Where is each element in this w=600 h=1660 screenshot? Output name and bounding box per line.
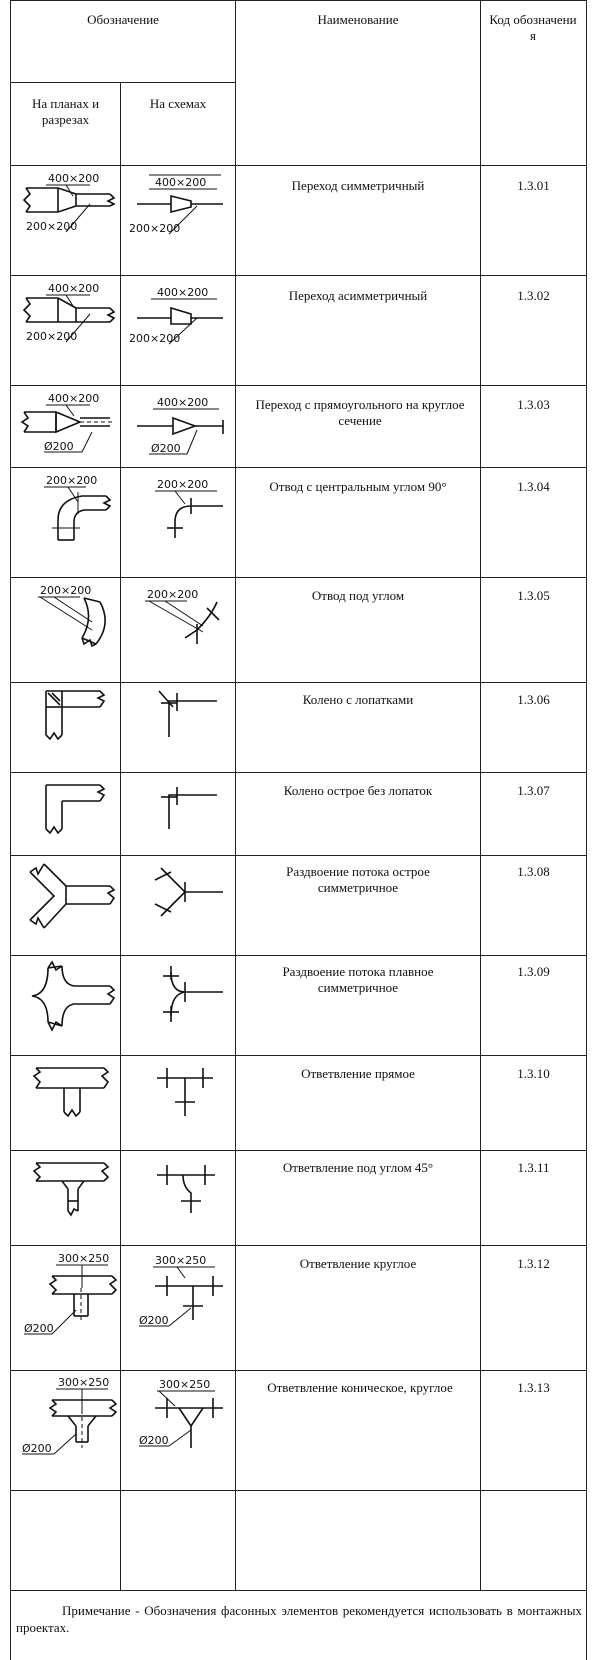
asymmetric-transition-plan-icon — [18, 278, 118, 358]
svg-text:200×200: 200×200 — [46, 474, 98, 487]
row-code: 1.3.03 — [517, 397, 550, 412]
row-name: Переход с прямоугольного на круглое сечение — [255, 397, 465, 428]
row-code: 1.3.12 — [517, 1256, 550, 1271]
header-on-plans: На планах и разрезах — [31, 96, 100, 127]
svg-text:400×200: 400×200 — [48, 282, 100, 295]
row-code: 1.3.05 — [517, 588, 550, 603]
row-divider — [10, 955, 587, 956]
row-code: 1.3.09 — [517, 964, 550, 979]
column-divider — [120, 82, 121, 1590]
row-divider — [10, 577, 587, 578]
row-code: 1.3.10 — [517, 1066, 550, 1081]
svg-text:400×200: 400×200 — [157, 396, 209, 409]
svg-text:300×250: 300×250 — [155, 1254, 207, 1267]
svg-text:300×250: 300×250 — [159, 1378, 211, 1391]
conical-branch-scheme-icon — [125, 1372, 233, 1488]
smooth-split-plan-icon — [18, 958, 118, 1053]
conical-branch-plan-icon — [18, 1372, 118, 1488]
column-divider — [235, 0, 236, 1590]
row-divider — [10, 1245, 587, 1246]
row-name: Колено с лопатками — [302, 692, 414, 707]
row-divider — [10, 467, 587, 468]
table-border-left — [10, 0, 11, 1660]
svg-text:Ø200: Ø200 — [24, 1322, 54, 1335]
row-code: 1.3.06 — [517, 692, 550, 707]
sharp-elbow-plan-icon — [18, 775, 118, 853]
rect-to-round-transition-plan-icon — [18, 388, 118, 466]
svg-text:400×200: 400×200 — [48, 172, 100, 185]
row-divider — [10, 682, 587, 683]
svg-text:200×200: 200×200 — [147, 588, 199, 601]
svg-text:400×200: 400×200 — [157, 286, 209, 299]
row-name: Колено острое без лопаток — [283, 783, 433, 798]
row-name: Отвод с центральным углом 90° — [269, 479, 447, 494]
svg-text:200×200: 200×200 — [26, 330, 78, 343]
row-name: Ответвление под углом 45° — [282, 1160, 434, 1175]
table-border-top — [10, 0, 587, 1]
row-divider — [10, 385, 587, 386]
row-code: 1.3.08 — [517, 864, 550, 879]
row-code: 1.3.13 — [517, 1380, 550, 1395]
elbow-with-vanes-plan-icon — [18, 685, 118, 770]
svg-text:200×200: 200×200 — [40, 584, 92, 597]
smooth-split-scheme-icon — [125, 958, 233, 1053]
svg-text:400×200: 400×200 — [155, 176, 207, 189]
round-branch-plan-icon — [18, 1248, 118, 1368]
round-branch-scheme-icon — [125, 1248, 233, 1368]
row-divider — [10, 1055, 587, 1056]
note-divider — [10, 1590, 587, 1591]
row-code: 1.3.07 — [517, 783, 550, 798]
svg-text:200×200: 200×200 — [157, 478, 209, 491]
row-code: 1.3.02 — [517, 288, 550, 303]
row-divider — [10, 772, 587, 773]
row-divider — [10, 1370, 587, 1371]
symmetric-transition-scheme-icon — [125, 168, 233, 248]
svg-text:300×250: 300×250 — [58, 1376, 110, 1389]
svg-text:Ø200: Ø200 — [22, 1442, 52, 1455]
elbow-with-vanes-scheme-icon — [125, 685, 233, 770]
asymmetric-transition-scheme-icon — [125, 278, 233, 358]
table-note: Примечание - Обозначения фасонных элементов рекомендуется использовать в монтажных проектах. — [16, 1603, 582, 1635]
sharp-split-plan-icon — [18, 858, 118, 953]
svg-text:200×200: 200×200 — [129, 332, 181, 345]
symmetric-transition-plan-icon — [18, 168, 118, 248]
row-name: Раздвоение потока острое симметричное — [286, 864, 430, 895]
straight-branch-scheme-icon — [125, 1058, 233, 1148]
row-divider — [10, 855, 587, 856]
header-bottom — [10, 165, 587, 166]
svg-text:Ø200: Ø200 — [139, 1434, 169, 1447]
row-name: Ответвление круглое — [299, 1256, 417, 1271]
svg-text:Ø200: Ø200 — [139, 1314, 169, 1327]
table-border-right — [586, 0, 587, 1660]
row-name: Переход асимметричный — [288, 288, 428, 303]
header-code: Код обозначения — [489, 12, 577, 43]
svg-text:Ø200: Ø200 — [151, 442, 181, 455]
bend-90-scheme-icon — [125, 470, 233, 570]
row-code: 1.3.01 — [517, 178, 550, 193]
header-designation: Обозначение — [87, 12, 159, 27]
header-name: Наименование — [317, 12, 399, 27]
row-divider — [10, 1490, 587, 1491]
row-divider — [10, 275, 587, 276]
header-subdivider — [10, 82, 236, 83]
sharp-split-scheme-icon — [125, 858, 233, 953]
svg-text:200×200: 200×200 — [129, 222, 181, 235]
row-name: Ответвление коническое, круглое — [267, 1380, 453, 1395]
bend-angle-plan-icon — [18, 580, 118, 680]
svg-text:300×250: 300×250 — [58, 1252, 110, 1265]
bend-90-plan-icon — [18, 470, 118, 570]
rect-to-round-transition-scheme-icon — [125, 388, 233, 466]
row-name: Ответвление прямое — [301, 1066, 415, 1081]
branch-45-plan-icon — [18, 1153, 118, 1243]
row-divider — [10, 1150, 587, 1151]
row-name: Отвод под углом — [311, 588, 405, 603]
row-name: Переход симметричный — [291, 178, 425, 193]
svg-text:Ø200: Ø200 — [44, 440, 74, 453]
sharp-elbow-scheme-icon — [125, 775, 233, 853]
branch-45-scheme-icon — [125, 1153, 233, 1243]
bend-angle-scheme-icon — [125, 580, 233, 680]
fittings-table — [10, 0, 590, 1660]
row-name: Раздвоение потока плавное симметричное — [282, 964, 434, 995]
straight-branch-plan-icon — [18, 1058, 118, 1148]
svg-text:200×200: 200×200 — [26, 220, 78, 233]
header-on-schemes: На схемах — [149, 96, 207, 111]
svg-text:400×200: 400×200 — [48, 392, 100, 405]
row-code: 1.3.11 — [517, 1160, 550, 1175]
row-code: 1.3.04 — [517, 479, 550, 494]
